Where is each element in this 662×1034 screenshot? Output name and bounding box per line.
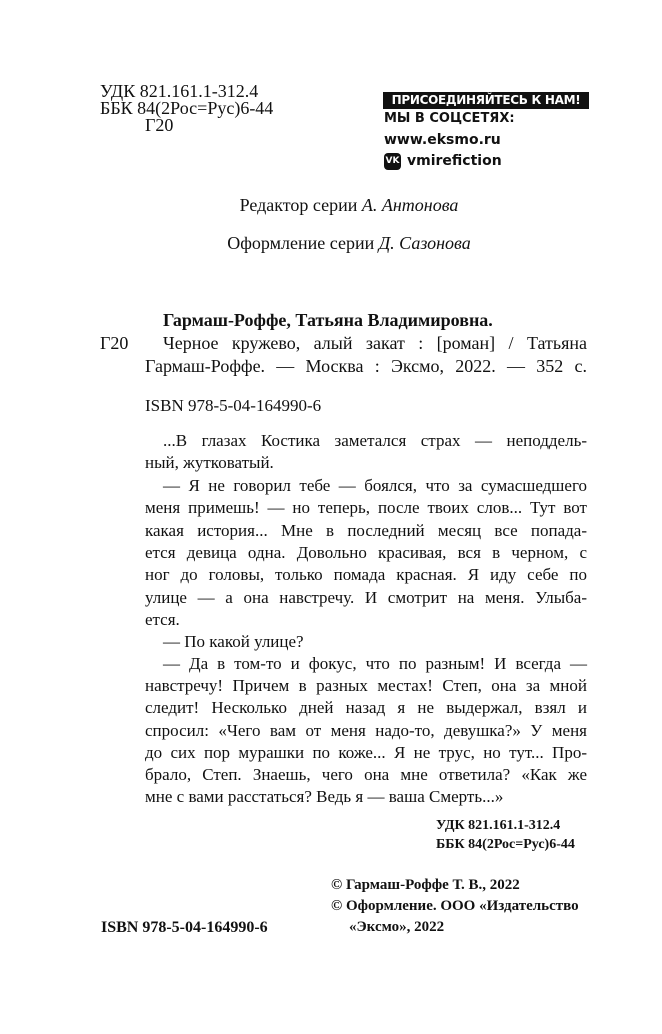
designer-name: Д. Сазонова	[378, 233, 471, 253]
annotation-line: навстречу! Причем в разных местах! Степ, она за мной	[145, 676, 587, 695]
annotation-line: спросил: «Чего вам от меня надо-то, девушка?» У меня	[145, 721, 587, 740]
editor-name: А. Антонова	[361, 195, 459, 215]
vk-icon: VK	[384, 153, 401, 170]
website-link[interactable]: www.eksmo.ru	[384, 132, 501, 148]
annotation-line: ног до головы, только помада красная. Я иду себе по	[145, 565, 587, 584]
annotation-line: следит! Несколько дней назад я не выдержал, взял и	[145, 698, 587, 717]
catalog-author: Гармаш-Роффе, Татьяна Владимировна.	[163, 310, 493, 330]
footer-isbn: ISBN 978-5-04-164990-6	[101, 919, 268, 936]
vk-link[interactable]	[384, 150, 502, 172]
social-heading: МЫ В СОЦСЕТЯХ:	[384, 111, 515, 126]
annotation-line: ется.	[145, 610, 180, 629]
editor-label: Редактор серии	[239, 195, 362, 215]
annotation-line: брало, Степ. Знаешь, чего она мне ответила? «Как же	[145, 765, 587, 784]
annotation-line: — По какой улице?	[163, 632, 304, 651]
annotation-line: до сих пор мурашки по коже... Я не трус, но тут... Про-	[145, 743, 587, 762]
footer-bbk: ББК 84(2Рос=Рус)6-44	[436, 837, 575, 852]
annotation-line: мне с вами расстаться? Ведь я — ваша Смерть...»	[145, 787, 504, 806]
annotation-line: — Да в том-то и фокус, что по разным! И всегда —	[163, 654, 587, 673]
copyright-design-cont: «Эксмо», 2022	[349, 919, 445, 935]
series-editor	[0, 194, 662, 216]
annotation-line: улице — а она навстречу. И смотрит на меня. Улыба-	[145, 588, 587, 607]
join-us-banner: ПРИСОЕДИНЯЙТЕСЬ К НАМ!	[383, 92, 589, 109]
series-designer	[0, 232, 662, 254]
copyright-author: © Гармаш-Роффе Т. В., 2022	[331, 877, 520, 893]
catalog-mark: Г20	[100, 333, 129, 353]
bbk-code: ББК 84(2Рос=Рус)6-44	[100, 98, 274, 118]
annotation-line: — Я не говорил тебе — боялся, что за сумасшедшего	[163, 476, 587, 495]
annotation-line: какая история... Мне в последний месяц все попада-	[145, 521, 587, 540]
vk-handle: vmirefiction	[407, 153, 502, 169]
annotation-line: ный, жутковатый.	[145, 453, 274, 472]
annotation-line: меня примешь! — но теперь, после твоих слов... Тут вот	[145, 498, 587, 517]
catalog-title-line: Черное кружево, алый закат : [роман] / Татьяна	[163, 333, 587, 353]
author-mark: Г20	[145, 115, 174, 135]
annotation-line: ...В глазах Костика заметался страх — неподдель-	[163, 431, 587, 450]
footer-udk: УДК 821.161.1-312.4	[436, 818, 561, 833]
designer-label: Оформление серии	[227, 233, 379, 253]
catalog-isbn: ISBN 978-5-04-164990-6	[145, 396, 322, 415]
annotation-line: ется девица одна. Довольно красивая, вся в черном, с	[145, 543, 587, 562]
copyright-design: © Оформление. ООО «Издательство	[331, 898, 579, 914]
catalog-publisher-line: Гармаш-Роффе. — Москва : Эксмо, 2022. — 352 с.	[145, 356, 587, 376]
udk-code: УДК 821.161.1-312.4	[100, 81, 259, 101]
